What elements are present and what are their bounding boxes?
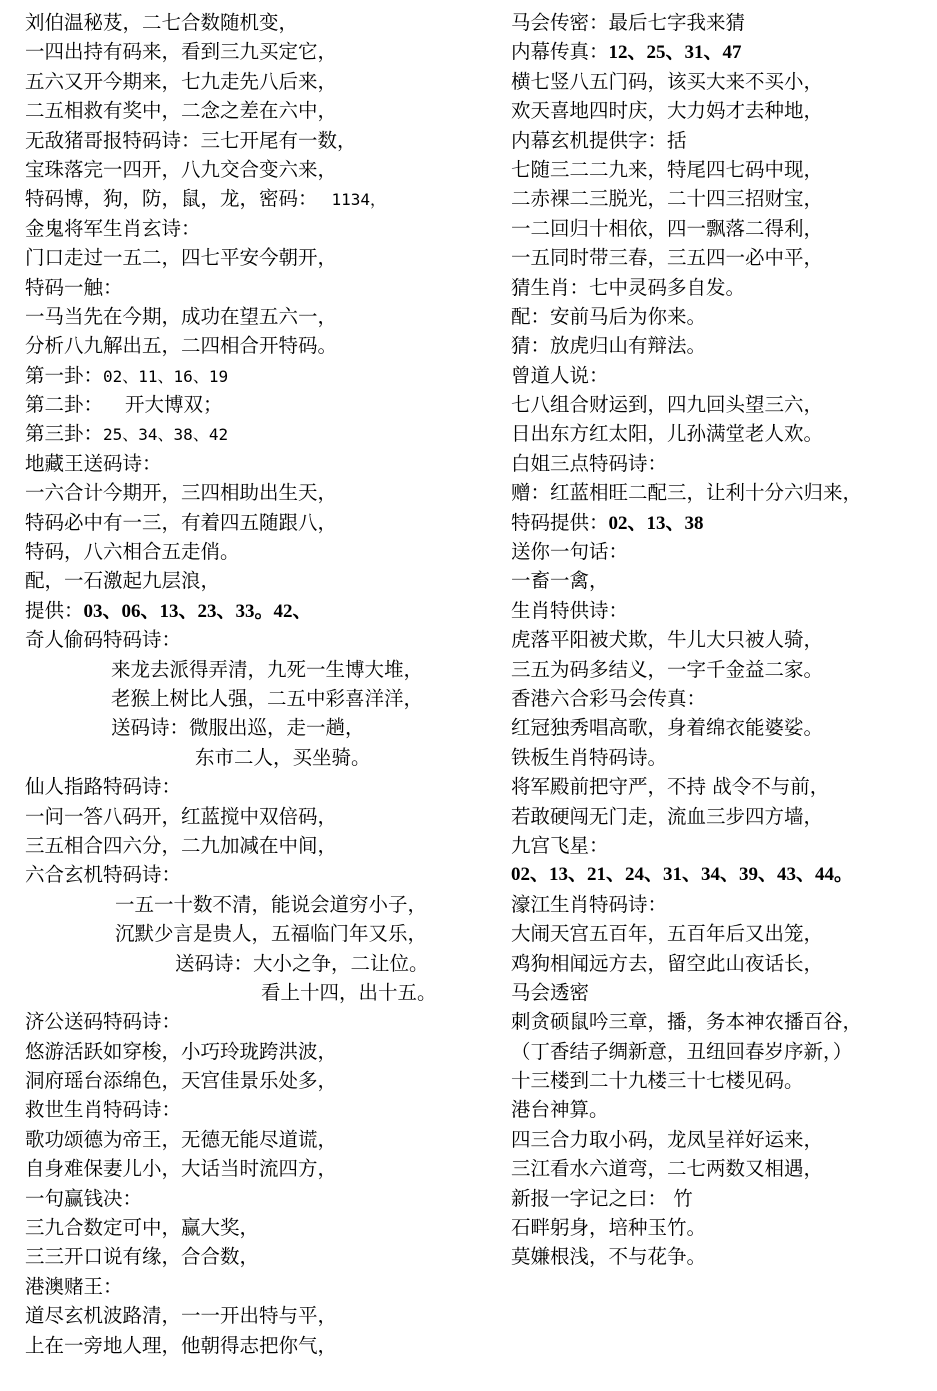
section-heading: 生肖特供诗： bbox=[511, 598, 629, 622]
section-heading: 特码一触： bbox=[25, 275, 123, 299]
secret-code-line bbox=[25, 184, 495, 213]
text-line: 石畔躬身，培种玉竹。 bbox=[511, 1216, 707, 1240]
text-line: 五六又开今期来，七九走先八后来， bbox=[25, 69, 338, 93]
gua1-line bbox=[25, 361, 495, 390]
gua1-value: 02、11、16、19 bbox=[103, 366, 229, 386]
text-line: 莫嫌根浅，不与花争。 bbox=[511, 1245, 707, 1269]
section-heading: 金鬼将军生肖玄诗： bbox=[25, 216, 201, 240]
special-code-line bbox=[511, 508, 931, 537]
text-line: 送码诗：微服出巡，走一趟， bbox=[111, 716, 365, 740]
insider-fax-line bbox=[511, 37, 931, 66]
left-column bbox=[25, 8, 495, 1360]
provide-label: 提供： bbox=[25, 598, 84, 622]
section-heading: 马会透密 bbox=[511, 980, 590, 1004]
secret-code-label: 特码博，狗，防，鼠，龙，密码： bbox=[25, 187, 318, 211]
text-line: 红冠独秀唱高歌，身着绵衣能婆娑。 bbox=[511, 716, 824, 740]
text-line: 宝珠落完一四开，八九交合变六来， bbox=[25, 157, 338, 181]
gua3-line bbox=[25, 419, 495, 448]
section-heading: 仙人指路特码诗： bbox=[25, 775, 182, 799]
text-line: 洞府瑶台添绵色，天宫佳景乐处多， bbox=[25, 1069, 338, 1093]
text-line: 一五同时带三春，三五四一必中平， bbox=[511, 246, 824, 270]
section-heading: 地藏王送码诗： bbox=[25, 451, 162, 475]
text-line: 道尽玄机波路清，一一开出特与平， bbox=[25, 1304, 338, 1328]
section-heading: 奇人偷码特码诗： bbox=[25, 628, 182, 652]
text-line: 四三合力取小码，龙凤呈祥好运来， bbox=[511, 1127, 824, 1151]
text-line: 三江看水六道弯，二七两数又相遇， bbox=[511, 1157, 824, 1181]
text-line: 七随三二二九来，特尾四七码中现， bbox=[511, 157, 824, 181]
section-heading: 一句赢钱决： bbox=[25, 1186, 143, 1210]
text-line: 来龙去派得弄清，九死一生博大堆， bbox=[111, 657, 424, 681]
text-line: 十三楼到二十九楼三十七楼见码。 bbox=[511, 1069, 804, 1093]
section-heading: 曾道人说： bbox=[511, 363, 609, 387]
section-heading: 铁板生肖特码诗。 bbox=[511, 745, 668, 769]
nine-palace-numbers: 02、13、21、24、31、34、39、43、44。 bbox=[511, 864, 854, 886]
text-line: 日出东方红太阳，儿孙满堂老人欢。 bbox=[511, 422, 824, 446]
gua2-label: 第二卦： bbox=[25, 393, 104, 417]
text-line: 将军殿前把守严，不持 战令不与前， bbox=[511, 775, 830, 799]
special-code-value: 02、13、38 bbox=[608, 512, 704, 534]
text-line: 三三开口说有缘，合合数， bbox=[25, 1245, 260, 1269]
provide-line bbox=[25, 596, 495, 625]
text-line: 赠：红蓝相旺二配三，让利十分六归来， bbox=[511, 481, 863, 505]
text-line: 东市二人，买坐骑。 bbox=[195, 745, 371, 769]
section-heading: 港台神算。 bbox=[511, 1098, 609, 1122]
insider-fax-value: 12、25、31、47 bbox=[608, 42, 742, 64]
text-line: 配，一石激起九层浪， bbox=[25, 569, 221, 593]
text-line: 鸡狗相闻远方去，留空此山夜话长， bbox=[511, 951, 824, 975]
insider-fax-label: 内幕传真： bbox=[511, 40, 609, 64]
section-heading: 救世生肖特码诗： bbox=[25, 1098, 182, 1122]
text-line: 配：安前马后为你来。 bbox=[511, 304, 707, 328]
gua2-line bbox=[25, 390, 495, 419]
text-line: 大闹天宫五百年，五百年后又出笼， bbox=[511, 922, 824, 946]
right-column bbox=[511, 8, 931, 1272]
text-line: 一二回归十相依，四一飘落二得利， bbox=[511, 216, 824, 240]
section-heading: 济公送码特码诗： bbox=[25, 1010, 182, 1034]
text-line: 马会传密：最后七字我来猜 bbox=[511, 11, 746, 34]
text-line: 上在一旁地人理，他朝得志把你气， bbox=[25, 1333, 338, 1357]
gua3-label: 第三卦： bbox=[25, 422, 104, 446]
text-line: 刘伯温秘芨，二七合数随机变， bbox=[25, 11, 299, 34]
text-line: 一问一答八码开，红蓝搅中双倍码， bbox=[25, 804, 338, 828]
text-line: （丁香结子绸新意，丑纽回春岁序新，） bbox=[511, 1039, 853, 1063]
text-line: 送码诗：大小之争，二让位。 bbox=[175, 951, 429, 975]
special-code-label: 特码提供： bbox=[511, 510, 609, 534]
text-line: 二赤裸二三脱光，二十四三招财宝， bbox=[511, 187, 824, 211]
text-line: 歌功颂德为帝王，无德无能尽道谎， bbox=[25, 1127, 338, 1151]
section-heading: 六合玄机特码诗： bbox=[25, 863, 182, 887]
text-line: 沉默少言是贵人，五福临门年又乐， bbox=[115, 922, 428, 946]
text-line: 一四出持有码来，看到三九买定它， bbox=[25, 40, 338, 64]
section-heading: 香港六合彩马会传真： bbox=[511, 686, 707, 710]
text-line: 欢天喜地四时庆，大力妈才去种地， bbox=[511, 99, 824, 123]
gua3-value: 25、34、38、42 bbox=[103, 425, 229, 445]
text-line: 门口走过一五二，四七平安今朝开， bbox=[25, 246, 338, 270]
text-line: 三五为码多结义，一字千金益二家。 bbox=[511, 657, 824, 681]
section-heading: 港澳赌王： bbox=[25, 1274, 123, 1298]
text-line: 横七竖八五门码，该买大来不买小， bbox=[511, 69, 824, 93]
text-line: 一畜一禽， bbox=[511, 569, 609, 593]
text-line: 若敢硬闯无门走，流血三步四方墙， bbox=[511, 804, 824, 828]
text-line: 特码，八六相合五走俏。 bbox=[25, 540, 240, 564]
secret-code-value: 1134， bbox=[331, 190, 387, 210]
section-heading: 送你一句话： bbox=[511, 540, 629, 564]
text-line: 一马当先在今期，成功在望五六一， bbox=[25, 304, 338, 328]
gua2-value: 开大博双； bbox=[125, 393, 223, 417]
text-line: 新报一字记之曰： 竹 bbox=[511, 1186, 693, 1210]
text-line: 七八组合财运到，四九回头望三六， bbox=[511, 393, 824, 417]
section-heading: 白姐三点特码诗： bbox=[511, 451, 668, 475]
text-line: 分析八九解出五，二四相合开特码。 bbox=[25, 334, 338, 358]
text-line: 猜生肖：七中灵码多自发。 bbox=[511, 275, 746, 299]
text-line: 老猴上树比人强，二五中彩喜洋洋， bbox=[111, 686, 424, 710]
text-line: 自身难保妻儿小，大话当时流四方， bbox=[25, 1157, 338, 1181]
text-line: 无敌猪哥报特码诗：三七开尾有一数， bbox=[25, 128, 357, 152]
text-line: 看上十四，出十五。 bbox=[261, 980, 437, 1004]
text-line: 虎落平阳被犬欺，牛儿大只被人骑， bbox=[511, 628, 824, 652]
provide-value: 03、06、13、23、33。42、 bbox=[83, 600, 312, 622]
text-line: 刺贪硕鼠吟三章，播，务本神农播百谷， bbox=[511, 1010, 863, 1034]
text-line: 内幕玄机提供字：括 bbox=[511, 128, 687, 152]
text-line: 悠游活跃如穿梭，小巧玲珑跨洪波， bbox=[25, 1039, 338, 1063]
text-line: 猜：放虎归山有辩法。 bbox=[511, 334, 707, 358]
gua1-label: 第一卦： bbox=[25, 363, 104, 387]
text-line: 一五一十数不清，能说会道穷小子， bbox=[115, 892, 428, 916]
text-line: 三九合数定可中，赢大奖， bbox=[25, 1216, 260, 1240]
text-line: 一六合计今期开，三四相助出生天， bbox=[25, 481, 338, 505]
text-line: 三五相合四六分，二九加减在中间， bbox=[25, 833, 338, 857]
section-heading: 濠江生肖特码诗： bbox=[511, 892, 668, 916]
text-line: 特码必中有一三，有着四五随跟八， bbox=[25, 510, 338, 534]
section-heading: 九宫飞星： bbox=[511, 833, 609, 857]
text-line: 二五相救有奖中，二念之差在六中， bbox=[25, 99, 338, 123]
